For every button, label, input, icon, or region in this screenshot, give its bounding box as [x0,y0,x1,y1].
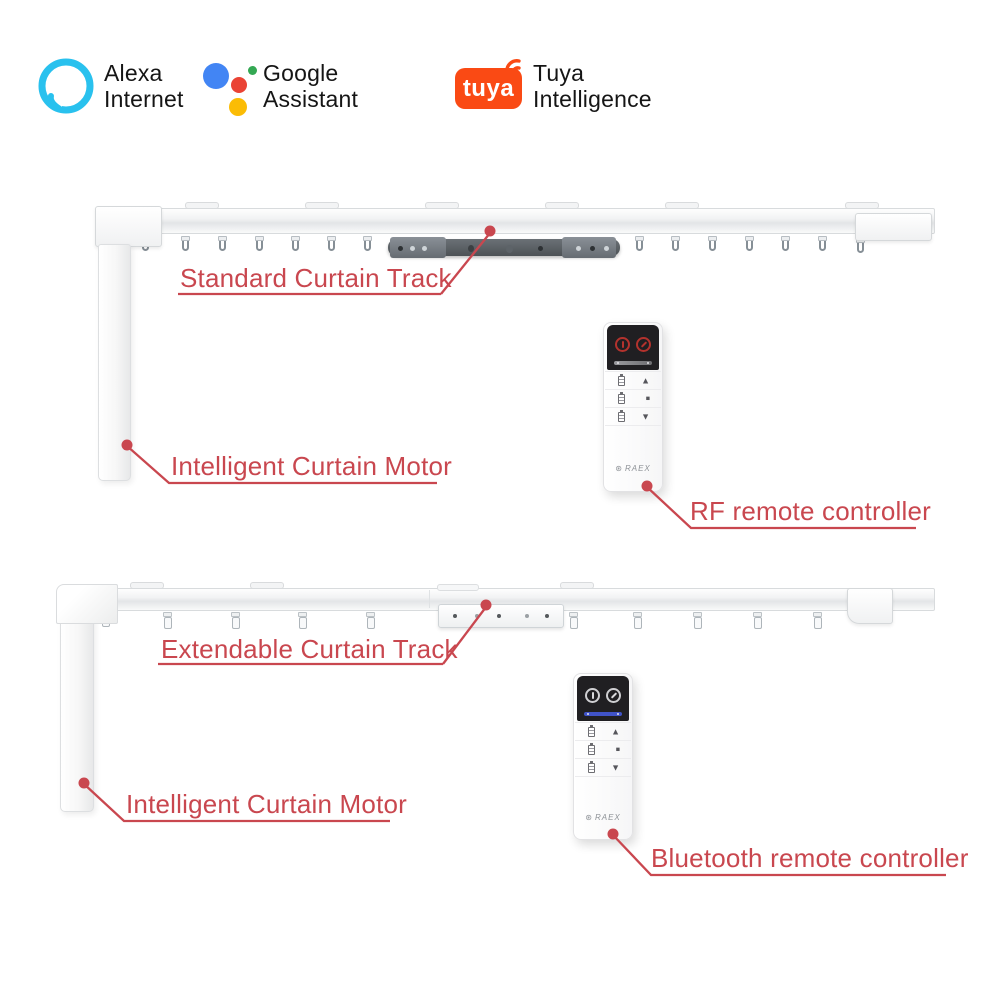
intelligent-curtain-motor [98,244,131,481]
curtain-open-icon [618,376,625,386]
curtain-close-icon [618,412,625,422]
curtain-glider-hook [217,236,229,256]
curtain-stop-icon [588,745,595,755]
remote-row-stop [605,389,661,408]
curtain-stop-icon [618,394,625,404]
curtain-glider-hook [362,236,374,256]
alexa-label: Alexa Internet [104,60,184,112]
curtain-glider-hook [670,236,682,256]
curtain-glider-hook [180,236,192,256]
stop-icon: ■ [645,395,650,403]
open-button-icon [615,337,630,352]
curtain-glider-hook [812,612,824,632]
curtain-glider-hook [855,238,867,258]
brand-icon: ⊛ [585,813,593,822]
remote-row-up [605,371,661,390]
label-intelligent-curtain-motor-bottom: Intelligent Curtain Motor [126,789,408,819]
extendable-insert [437,584,479,591]
open-button-icon [585,688,600,703]
alexa-icon [38,58,94,114]
track-rail [110,208,935,234]
curtain-glider-hook [817,236,829,256]
track-end-cap [847,588,893,624]
close-button-icon [636,337,651,352]
close-button-icon [606,688,621,703]
label-extendable-curtain-track: Extendable Curtain Track [161,634,458,664]
curtain-glider-hook [634,236,646,256]
curtain-glider-hook [230,612,242,632]
position-slider [584,712,622,716]
google-assistant-label: Google Assistant [263,60,359,112]
curtain-glider-hook [632,612,644,632]
curtain-glider-hook [365,612,377,632]
tuya-wifi-icon [503,54,527,76]
remote-row-stop [575,740,631,759]
up-arrow-icon: ▲ [611,726,620,737]
remote-row-up [575,722,631,741]
extendable-seam [429,590,430,608]
track-end-cap [855,213,932,241]
brand-icon: ⊛ [615,464,623,473]
tuya-label: Tuya Intelligence [533,60,652,112]
belt-carriage [388,239,620,256]
bluetooth-remote-controller [573,673,633,840]
belt-carriage [438,604,564,628]
curtain-glider-hook [707,236,719,256]
curtain-glider-hook [780,236,792,256]
curtain-close-icon [588,763,595,773]
remote-screen [607,325,659,370]
curtain-glider-hook [162,612,174,632]
brand-logo: ⊛ RAEX [615,464,651,473]
remote-screen [577,676,629,721]
remote-row-down [575,758,631,777]
tuya-icon: tuya [455,68,522,109]
label-bluetooth-remote-controller: Bluetooth remote controller [651,843,969,873]
down-arrow-icon: ▼ [611,762,620,772]
curtain-glider-hook [326,236,338,256]
rf-remote-controller [603,322,663,492]
curtain-glider-hook [744,236,756,256]
remote-row-down [605,407,661,426]
intelligent-curtain-motor [60,600,94,812]
label-standard-curtain-track: Standard Curtain Track [180,263,452,293]
curtain-glider-hook [692,612,704,632]
curtain-glider-hook [752,612,764,632]
down-arrow-icon: ▼ [641,411,650,421]
motor-head-housing [95,206,162,247]
up-arrow-icon: ▲ [641,375,650,386]
label-rf-remote-controller: RF remote controller [690,496,931,526]
position-slider [614,361,652,365]
label-intelligent-curtain-motor-top: Intelligent Curtain Motor [171,451,453,481]
curtain-glider-hook [297,612,309,632]
curtain-glider-hook [254,236,266,256]
motor-corner-housing [56,584,118,624]
stop-icon: ■ [615,746,620,754]
curtain-glider-hook [290,236,302,256]
curtain-glider-hook [568,612,580,632]
brand-logo: ⊛ RAEX [585,813,621,822]
curtain-open-icon [588,727,595,737]
